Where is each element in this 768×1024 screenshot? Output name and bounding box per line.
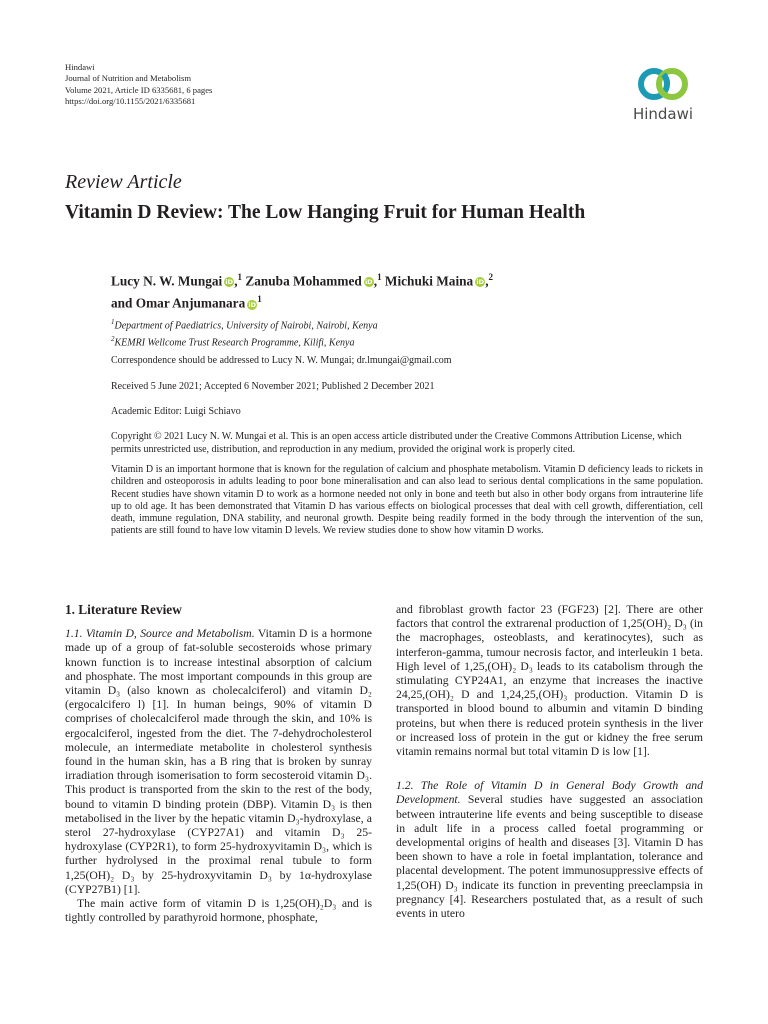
paragraph-text: Several studies have suggested an association between intrauterine life events and being susceptible to disease in adult life in a process called foetal programming or developmental origins of health and diseases [3]. Vitamin D has been shown to have a role in foetal implantation, tolerance and placental development. The potent immunosuppressive effects of 1,25(OH) D₃ indicate its function in preventing preeclampsia in pregnancy [4]. Researchers postulated that, as a result of such events in utero	[396, 793, 703, 921]
journal-meta	[65, 62, 212, 108]
paragraph	[65, 627, 372, 897]
affiliation-text: KEMRI Wellcome Trust Research Programme, Kilifi, Kenya	[114, 337, 355, 349]
section-heading: 1. Literature Review	[65, 602, 182, 617]
copyright-notice: Copyright © 2021 Lucy N. W. Mungai et al. This is an open access article distributed under the Creative Commons Attribution License, which permits unrestricted use, distribution, and reproduction in any medium, provided the original work is properly cited.	[111, 431, 682, 455]
academic-editor: Academic Editor: Luigi Schiavo	[111, 406, 241, 417]
volume-info: Volume 2021, Article ID 6335681, 6 pages	[65, 84, 213, 95]
author-name: Zanuba Mohammed	[245, 273, 362, 289]
correspondence: Correspondence should be addressed to Lucy N. W. Mungai; dr.lmungai@gmail.com	[111, 355, 452, 366]
affiliation-number: 1	[111, 318, 115, 326]
abstract: Vitamin D is an important hormone that is known for the regulation of calcium and phosphate metabolism. Vitamin D deficiency leads to rickets in children and osteoporosis in adults leading to poor bone mineralisation and can also lead to serious dental complications in the same population. Recent studies have shown vitamin D to work as a hormone needed not only in bone and teeth but also in other body organs from intrauterine life up to old age. It has been demonstrated that Vitamin D has various effects on biological processes that deal with cell growth, differentiation, cell death, immune regulation, DNA stability, and neuronal growth. Despite being readily formed in the body through the intervention of the sun, patients are still found to have low vitamin D levels. We review studies done to show how vitamin D works.	[111, 464, 703, 537]
author-name: Michuki Maina	[384, 273, 474, 289]
affiliations	[111, 316, 703, 350]
hindawi-logo[interactable]	[630, 62, 696, 123]
paragraph: The main active form of vitamin D is 1,25(OH)₂D₃ and is tightly controlled by parathyroid hormone, phosphate,	[65, 897, 372, 925]
paragraph	[396, 779, 703, 921]
affiliation-marker: 1	[377, 272, 382, 282]
affiliation-marker: 1	[257, 294, 262, 305]
publication-dates: Received 5 June 2021; Accepted 6 November 2021; Published 2 December 2021	[111, 381, 435, 392]
orcid-icon[interactable]: iD	[225, 278, 234, 287]
author-name: Lucy N. W. Mungai	[111, 273, 223, 289]
subsection-heading: 1.1. Vitamin D, Source and Metabolism.	[65, 627, 255, 641]
right-column	[396, 603, 703, 921]
journal-name: Journal of Nutrition and Metabolism	[65, 73, 192, 84]
orcid-icon[interactable]: iD	[476, 278, 485, 287]
affiliation-text: Department of Paediatrics, University of Nairobi, Nairobi, Kenya	[114, 320, 378, 332]
affiliation-number: 2	[111, 334, 115, 343]
doi-link[interactable]: https://doi.org/10.1155/2021/6335681	[65, 96, 196, 107]
logo-text: Hindawi	[632, 105, 694, 123]
article-title: Vitamin D Review: The Low Hanging Fruit for Human Health	[65, 202, 586, 223]
author-name: and Omar Anjumanara	[111, 295, 246, 311]
affiliation-marker: 1	[237, 272, 243, 282]
article-type: Review Article	[65, 171, 182, 193]
orcid-icon[interactable]: iD	[248, 300, 257, 309]
orcid-icon[interactable]: iD	[364, 278, 373, 287]
paragraph-text: Vitamin D is a hormone made up of a group of fat-soluble secosteroids whose primary known function is to increase intestinal absorption of calcium and phosphate. The most important compounds in this group are vitamin D₃ (also known as cholecalciferol) and vitamin D₂ (ergocalcifero l) [1]. In human beings, 90% of vitamin D comprises of cholecalciferol made through the skin, and 10% is ergocalciferol, ingested from the diet. The 7-dehydrocholesterol molecule, an intermediate metabolite in cholesterol synthesis found in the human skin, has a B ring that is broken by sunray irradiation through isomerisation to form secosteroid vitamin D₃. This product is transported from the skin to the rest of the body, bound to vitamin D binding protein (DBP). Vitamin D₃ is then metabolised in the liver by the hepatic vitamin D₃-hydroxylase, a sterol 27-hydroxylase (CYP27A1) and vitamin D₃ 25-hydroxylase (CYP2R1), to form 25-hydroxyvitamin D₃, which is further hydrolysed in the proximal renal tubule to form 1,25(OH)₂ D₃ by 25-hydroxyvitamin D₃ by 1α-hydroxylase (CYP27B1) [1].	[65, 627, 372, 896]
affiliation-marker: 2	[488, 272, 494, 282]
left-column	[65, 603, 372, 925]
publisher-name: Hindawi	[65, 62, 95, 72]
hindawi-logo-icon	[636, 62, 690, 106]
paragraph: and fibroblast growth factor 23 (FGF23) [2]. There are other factors that control the extrarenal production of 1,25(OH)₂ D₃ (in the macrophages, osteoblasts, and keratinocytes), such as interferon-gamma, tumour necrosis factor, and interleukin 1 beta. High level of 1,25,(OH)₂ D₃ leads to its catabolism through the stimulating CYP24A1, an enzyme that increases the inactive 24,25,(OH)₂ D and 1,24,25,(OH)₃ production. Vitamin D is transported in blood bound to albumin and vitamin D binding proteins, but when there is reduced protein synthesis in the liver or increased loss of protein in the gut or kidney the free serum vitamin remains normal but total vitamin D is low [1].	[396, 603, 703, 759]
subsection-heading: 1.2. The Role of Vitamin D in General Body Growth and Development.	[396, 779, 703, 807]
author-list: Lucy N. W. Mungai iD,$^1$ Zanuba Mohammed iD,$^1$ Michuki Maina iD,$^2$ and Omar Anjumanara $iD^1$	[111, 272, 494, 311]
